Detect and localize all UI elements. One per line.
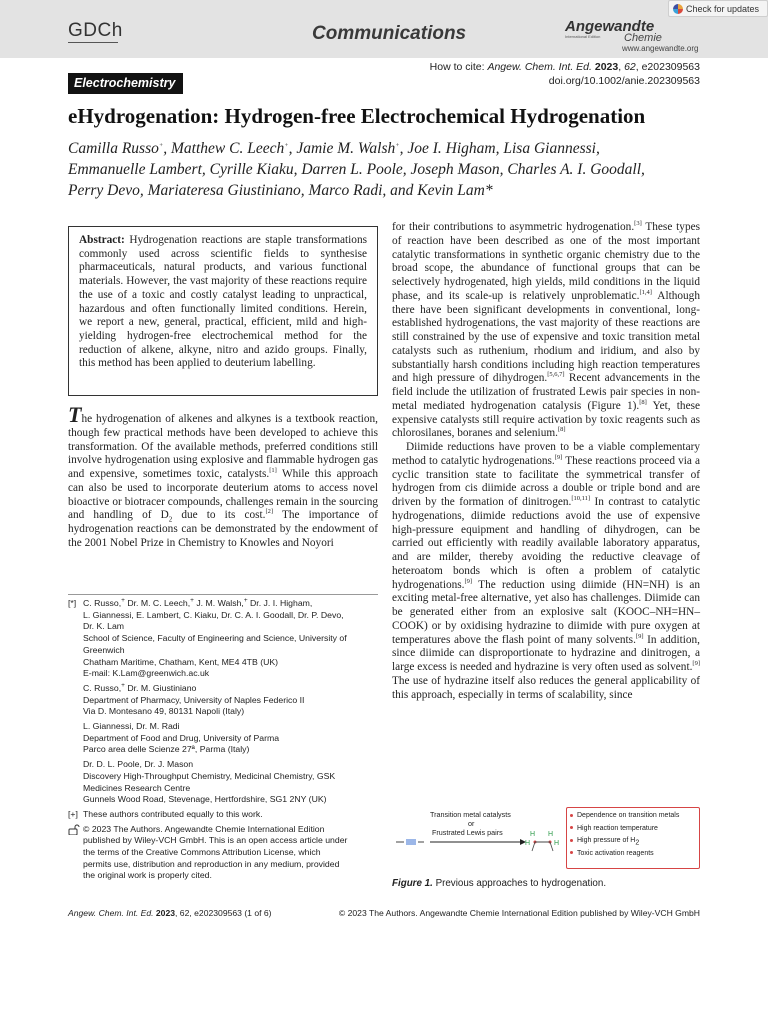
article-title: eHydrogenation: Hydrogen-free Electrochemical Hydrogenation: [68, 104, 646, 128]
svg-text:H: H: [530, 831, 536, 838]
gdch-logo-underline: [68, 42, 118, 43]
doi-link[interactable]: doi.org/10.1002/anie.202309563: [548, 74, 700, 87]
svg-text:H: H: [525, 840, 531, 847]
arrow-label-1: Transition metal catalysts: [430, 810, 511, 819]
reaction-scheme-graphic: [392, 805, 564, 871]
subject-badge: Electrochemistry: [68, 73, 183, 94]
affiliation-block: C. Russo,+ Dr. M. Giustiniano Department of Pharmacy, University of Naples Federico II Via D. Montesano 49, 80131 Napoli (Italy): [83, 682, 305, 717]
journal-logo-chemie: Chemie: [624, 32, 662, 44]
limitation-item: High reaction temperature: [570, 823, 696, 836]
abstract-box: [68, 226, 378, 396]
affiliation-divider: [68, 594, 378, 595]
arrow-label-3: Frustrated Lewis pairs: [432, 828, 503, 837]
paragraph: Diimide reductions have proven to be a viable complementary method to catalytic hydrogenations.[9] These reactions proceed via a cyclic transition state to facilitate the symmetrical transfer of hydrogen from cis diimide across a double or triple bond and are driven by the formation of dinitrogen.[10,11] In contrast to catalytic hydrogenations, diimide reductions avoid the use of expensive high-pressure equipment and handling of dihydrogen, can be carried out efficiently with readily available laboratory apparatus, and are milder, thereby avoiding the reductive cleavage of heteroatom bonds which is often a problem of catalytic hydrogenations.[9] The reduction using diimide (HN=NH) is an exciting metal-free alternative, yet also has challenges. Diimide can be generated either from an explosive salt (KOOC–NH=HN–COOK) or by oxidising hydrazine to diimide with pure oxygen at temperatures above the flash point of many solvents.[9] In addition, since diimide can disproportionate to hydrazine and dinitrogen, a large excess is needed and hydrazine is very often used as solvent.[9] The use of hydrazine itself also reduces the general applicability of this approach, especially in terms of scalability, since: [392, 441, 701, 701]
affiliation-block: L. Giannessi, Dr. M. Radi Department of Food and Drug, University of Parma Parco area delle Scienze 27ª, Parma (Italy): [83, 721, 280, 755]
crossmark-icon: [673, 4, 683, 14]
figure-caption: Figure 1. Previous approaches to hydrogenation.: [392, 878, 607, 889]
dropcap: T: [68, 402, 82, 427]
bullet-icon: [570, 851, 573, 854]
svg-text:H: H: [548, 831, 554, 838]
equal-contribution-note: [+] These authors contributed equally to this work.: [68, 808, 263, 819]
gdch-logo: GDCh: [68, 20, 123, 41]
citation-block: [430, 61, 700, 88]
affiliation-block: Dr. D. L. Poole, Dr. J. Mason Discovery High-Throughput Chemistry, Medicinal Chemistry, GSK Medicines Research Centre Gunnels Wood Road, Stevenage, Hertfordshire, SG1 2NY (UK): [83, 759, 336, 805]
section-title: Communications: [312, 23, 467, 44]
limitations-box: [566, 807, 700, 869]
affiliation-block: [*] C. Russo,+ Dr. M. C. Leech,+ J. M. Walsh,+ Dr. J. I. Higham, L. Giannessi, E. Lambert, C. Kiaku, Dr. C. A. I. Goodall, Dr. P. Devo, Dr. K. Lam School of Science, Faculty of Engineering and Science, University of Greenwich Chatham Maritime, Chatham, Kent, ME4 4TB (UK) E-mail: K.Lam@greenwich.ac.uk: [68, 598, 378, 680]
limitation-item: Dependence on transition metals: [570, 810, 696, 823]
bullet-icon: [570, 814, 573, 817]
arrow-label-2: or: [468, 819, 475, 828]
bullet-icon: [570, 839, 573, 842]
figure-scheme: [392, 805, 564, 871]
author-list: [68, 138, 708, 201]
limitation-item: Toxic activation reagents: [570, 848, 696, 861]
footer-citation: Angew. Chem. Int. Ed. 2023, 62, e202309563 (1 of 6): [68, 908, 272, 918]
journal-logo: Angewandte: [565, 18, 655, 35]
author-line: Perry Devo, Mariateresa Giustiniano, Marco Radi, and Kevin Lam*: [68, 182, 493, 199]
affiliations: [68, 598, 378, 885]
left-column-text: The hydrogenation of alkenes and alkynes is a textbook reaction, though few practical methods have been developed to achieve this transformation. Of the available methods, preferred conditions still involve hydrogenation using explosive and flammable hydrogen gas and expensive, sometimes toxic, catalysts.[1] While this approach can also be used to incorporate deuterium atoms to access novel bioactive or biotracer compounds, challenges remain in the sourcing and handling of $D_2$ due to its cost.[2] The importance of hydrogenation reactions can be demonstrated by the endowment of the 2001 Nobel Prize in Chemistry to Knowles and Noyori: [68, 402, 378, 549]
right-column-text: [392, 221, 700, 702]
page-header: [0, 0, 768, 58]
journal-url[interactable]: www.angewandte.org: [622, 44, 699, 53]
author-line: Emmanuelle Lambert, Cyrille Kiaku, Darren L. Poole, Joseph Mason, Charles A. I. Goodall,: [68, 161, 645, 178]
paragraph: for their contributions to asymmetric hydrogenation.[3] These types of reaction have been described as one of the most important catalytic transformations in synthetic organic chemistry due to the broad scope, the abundance of functional groups that can be selectively hydrogenated, high yields, mild conditions in the liquid phase, and its scale-up is relatively unproblematic.[1,4] Although there have been significant developments in conventional, long-established hydrogenations, the vast majority of these reactions are still constrained by the use of expensive and toxic transition metal catalysts such as ruthenium, rhodium and iridium, and also by substantially harsh conditions including high reaction temperatures and high pressure of dihydrogen.[5,6,7] Recent advancements in the field include the utilization of frustrated Lewis pair species in non-metal mediated hydrogenation catalysis (Figure 1).[8] Yet, these expensive catalysts still require activation by toxic reagents such as chlorosilanes, boranes and selenium.[8]: [392, 220, 701, 440]
limitation-item: High pressure of $H_2$: [570, 835, 696, 848]
abstract-text: Hydrogenation reactions are staple transformations commonly used across scientific fields to synthesise pharmaceuticals, natural products, and various functional materials. However, the vast majority of these reactions require the use of a toxic and costly catalyst leading to unpractical, hazardous and often functionally limited conditions. Herein, we report a new, general, practical, efficient, mild and high-yielding hydrogen-free electrochemical method for the reduction of alkene, alkyne, nitro and azido groups. Finally, this method has been applied to deuterium labelling.: [79, 234, 367, 370]
figure-1: [392, 805, 700, 871]
journal-logo-sub: International Edition: [565, 34, 601, 39]
svg-text:H: H: [554, 840, 560, 847]
check-updates-button[interactable]: [668, 0, 768, 17]
how-to-cite: How to cite: Angew. Chem. Int. Ed. 2023, 62, e202309563: [429, 61, 700, 73]
license-note: © 2023 The Authors. Angewandte Chemie International Edition published by Wiley-VCH GmbH. This is an open access article under the terms of the Creative Commons Attribution License, which permits use, distribution and reproduction in any medium, provided the original work is properly cited.: [68, 824, 378, 883]
abstract-label: Abstract:: [79, 234, 125, 246]
author-line: Camilla Russo+, Matthew C. Leech+, Jamie M. Walsh+, Joe I. Higham, Lisa Giannessi,: [68, 140, 600, 157]
email-link[interactable]: E-mail: K.Lam@greenwich.ac.uk: [83, 668, 210, 679]
bullet-icon: [570, 826, 573, 829]
check-updates-label: Check for updates: [686, 3, 760, 14]
open-access-icon: [68, 824, 80, 835]
footer-copyright: © 2023 The Authors. Angewandte Chemie International Edition published by Wiley-VCH GmbH: [338, 908, 700, 918]
